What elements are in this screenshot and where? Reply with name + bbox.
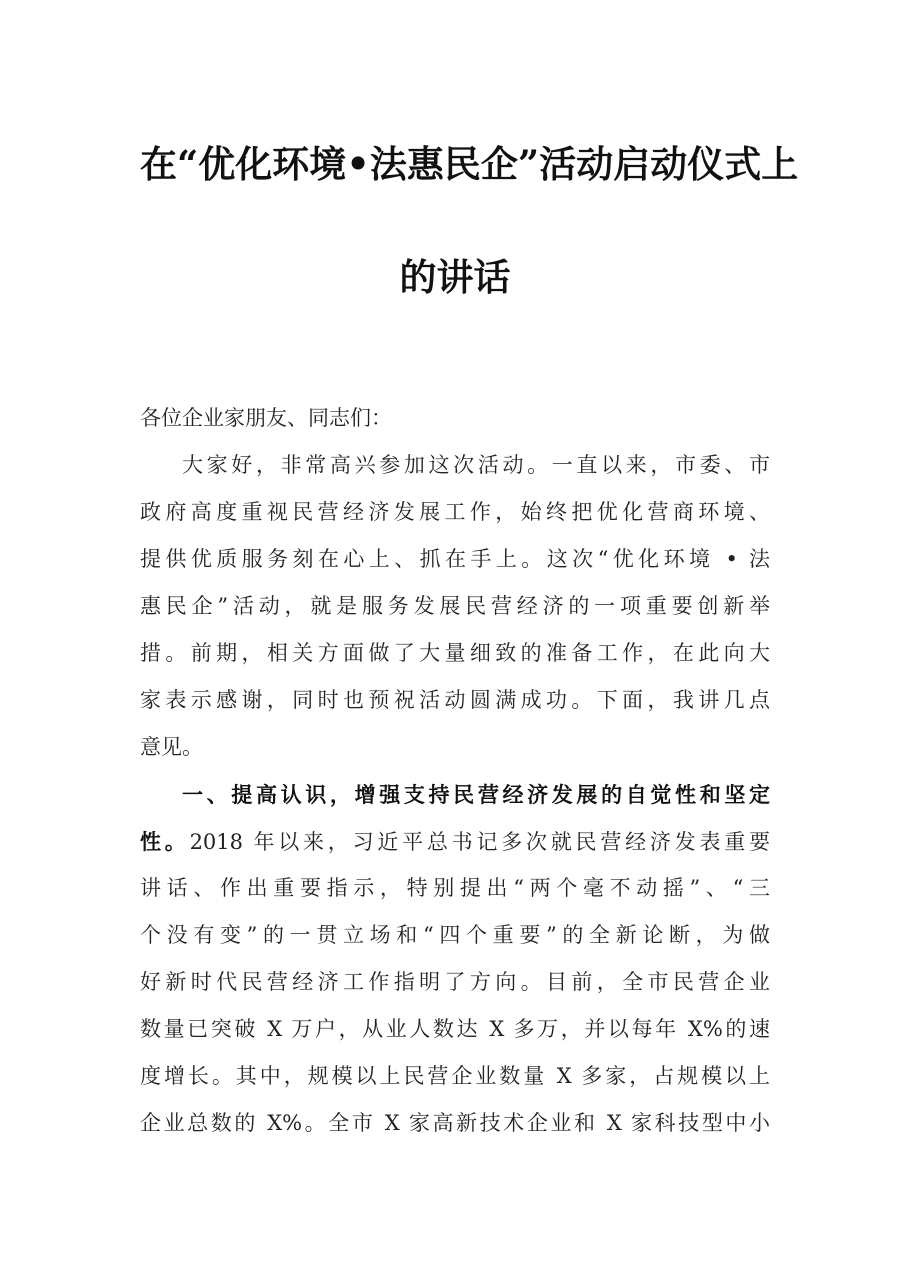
- paragraph-1-line-3: 提供优质服务刻在心上、抓在手上。这次“优化环境 • 法: [140, 547, 770, 571]
- section-1-heading: 一、提高认识，增强支持民营经济发展的自觉性和坚定: [182, 782, 770, 807]
- paragraph-1-line-5: 措。前期，相关方面做了大量细致的准备工作，在此向大: [140, 641, 770, 665]
- paragraph-2-line-1: [140, 818, 770, 865]
- paragraph-1-line-7: 意见。: [140, 735, 203, 759]
- document-title-line-1: 在“优化环境•法惠民企”活动启动仪式上: [140, 142, 799, 186]
- paragraph-2-line-4: 好新时代民营经济工作指明了方向。目前，全市民营企业: [140, 970, 770, 994]
- paragraph-1-line-2: 政府高度重视民营经济发展工作，始终把优化营商环境、: [140, 500, 770, 524]
- paragraph-2-line-5: 数量已突破 X 万户，从业人数达 X 多万，并以每年 X%的速: [140, 1017, 770, 1041]
- paragraph-1-line-4: 惠民企”活动，就是服务发展民营经济的一项重要创新举: [140, 594, 770, 618]
- paragraph-1-line-1: 大家好，非常高兴参加这次活动。一直以来，市委、市: [182, 453, 770, 477]
- document-body: [140, 395, 770, 1147]
- paragraph-2-line-2: 讲话、作出重要指示，特别提出“两个毫不动摇”、“三: [140, 876, 770, 900]
- paragraph-2-line-7: 企业总数的 X%。全市 X 家高新技术企业和 X 家科技型中小: [140, 1111, 770, 1135]
- document-title-line-2: 的讲话: [399, 255, 511, 299]
- salutation: 各位企业家朋友、同志们：: [140, 406, 392, 430]
- paragraph-2-first-text: 2018 年以来，习近平总书记多次就民营经济发表重要: [189, 830, 770, 854]
- paragraph-1-line-6: 家表示感谢，同时也预祝活动圆满成功。下面，我讲几点: [140, 688, 770, 712]
- paragraph-2-line-3: 个没有变”的一贯立场和“四个重要”的全新论断，为做: [140, 923, 770, 947]
- paragraph-2-line-6: 度增长。其中，规模以上民营企业数量 X 多家，占规模以上: [140, 1064, 770, 1088]
- section-1-heading-tail: 性。: [140, 829, 190, 854]
